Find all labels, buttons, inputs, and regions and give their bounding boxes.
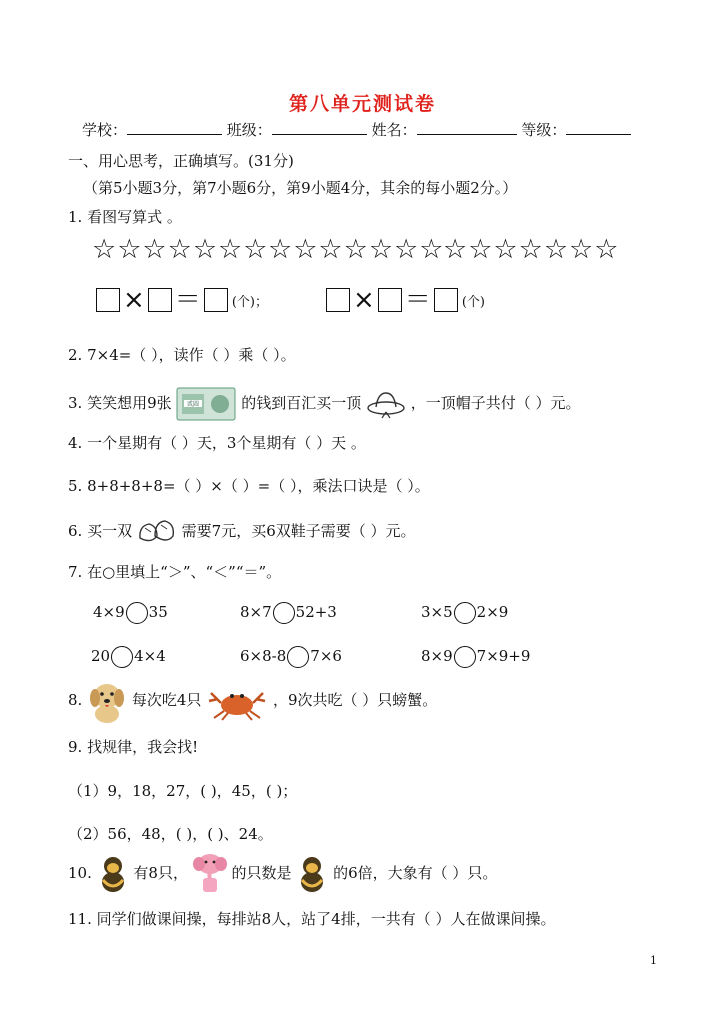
hat-icon — [366, 388, 406, 420]
q7-left: 6×8-8 — [240, 647, 287, 665]
q9-part-2: （2）56，48，( )，( )、24。 — [68, 825, 273, 843]
answer-box[interactable] — [204, 288, 228, 312]
compare-circle[interactable] — [287, 646, 309, 668]
q6-line — [68, 516, 416, 548]
header-line — [82, 119, 631, 140]
q6-text-b: 需要7元，买6双鞋子需要（ ）元。 — [181, 522, 416, 540]
page-number: 1 — [650, 954, 657, 967]
q7-right: 35 — [148, 603, 168, 621]
q7-item — [240, 602, 337, 624]
school-label: 学校： — [82, 121, 128, 139]
q10-text-b: 有8只， — [133, 864, 188, 882]
q8-line — [68, 678, 437, 724]
star-group-2: ☆☆☆☆☆☆☆ — [268, 234, 445, 265]
q4-text: 4. 一个星期有（ ）天，3个星期有（ ）天 。 — [68, 434, 366, 452]
q7-item — [91, 646, 166, 668]
page-title: 第八单元测试卷 — [288, 93, 436, 115]
class-label: 班级： — [226, 121, 272, 139]
q7-text: 7. 在○里填上“＞”、“＜”“＝”。 — [68, 563, 282, 581]
unit-label: (个) — [461, 294, 485, 310]
times-icon: × — [353, 285, 375, 315]
q5-text: 5. 8+8+8+8=（ ）×（ ）=（ ），乘法口诀是（ ）。 — [68, 477, 430, 495]
class-field[interactable] — [272, 120, 367, 135]
q3-line — [68, 387, 581, 421]
equals-icon: ＝ — [174, 285, 201, 315]
monkey-icon — [296, 854, 328, 894]
q10-text-d: 的6倍，大象有（ ）只。 — [333, 864, 498, 882]
q7-left: 20 — [91, 647, 111, 665]
star-group-3: ☆☆☆☆☆☆☆ — [443, 234, 620, 265]
unit-label: (个)； — [231, 294, 268, 310]
q7-left: 8×9 — [421, 647, 453, 665]
section-note: （第5小题3分，第7小题6分，第9小题4分，其余的每小题2分。） — [83, 179, 518, 197]
shoes-icon — [137, 516, 177, 548]
q7-right: 2×9 — [476, 603, 509, 621]
q7-item — [421, 646, 530, 668]
q7-left: 4×9 — [93, 603, 125, 621]
name-label: 姓名： — [371, 121, 417, 139]
name-field[interactable] — [417, 120, 517, 135]
q7-item — [421, 602, 508, 624]
grade-field[interactable] — [566, 120, 631, 135]
grade-label: 等级： — [521, 121, 567, 139]
elephant-icon — [193, 852, 227, 896]
q7-right: 7×6 — [310, 647, 342, 665]
q1-equation-2 — [326, 285, 485, 315]
compare-circle[interactable] — [273, 602, 295, 624]
q7-left: 8×7 — [240, 603, 272, 621]
q10-text-c: 的只数是 — [231, 864, 292, 882]
answer-box[interactable] — [378, 288, 402, 312]
monkey-icon — [97, 854, 129, 894]
q10-line — [68, 852, 497, 896]
equals-icon: ＝ — [404, 285, 431, 315]
q3-text-a: 3. 笑笑想用9张 — [68, 394, 172, 412]
times-icon: × — [123, 285, 145, 315]
answer-box[interactable] — [96, 288, 120, 312]
compare-circle[interactable] — [454, 602, 476, 624]
compare-circle[interactable] — [126, 602, 148, 624]
q1-equation-1 — [96, 285, 268, 315]
q7-right: 52+3 — [295, 603, 337, 621]
q2-text: 2. 7×4=（ ），读作（ ）乘（ ）。 — [68, 346, 296, 364]
banknote-label: 贰圆 — [187, 401, 200, 408]
q7-left: 3×5 — [421, 603, 453, 621]
answer-box[interactable] — [148, 288, 172, 312]
q8-text-b: 每次吃4只 — [131, 691, 202, 709]
dog-icon — [87, 678, 127, 724]
school-field[interactable] — [127, 120, 222, 135]
star-group-1: ☆☆☆☆☆☆☆ — [92, 234, 269, 265]
q3-text-c: ，一顶帽子共付（ ）元。 — [410, 394, 581, 412]
q7-right: 7×9+9 — [476, 647, 531, 665]
answer-box[interactable] — [434, 288, 458, 312]
section-heading: 一、用心思考，正确填写。(31分) — [68, 152, 294, 170]
q11-text: 11. 同学们做课间操，每排站8人，站了4排，一共有（ ）人在做课间操。 — [68, 910, 556, 928]
q7-item — [240, 646, 342, 668]
q3-text-b: 的钱到百汇买一顶 — [241, 394, 362, 412]
banknote-icon — [176, 387, 236, 421]
q7-right: 4×4 — [134, 647, 166, 665]
q9-part-1: （1）9，18，27，( )，45，( )； — [68, 782, 298, 800]
q7-item — [93, 602, 168, 624]
answer-box[interactable] — [326, 288, 350, 312]
q1-text: 1. 看图写算式 。 — [68, 208, 182, 226]
q8-num: 8. — [68, 691, 83, 709]
q10-num: 10. — [68, 864, 92, 882]
q9-text: 9. 找规律，我会找! — [68, 738, 199, 756]
q6-text-a: 6. 买一双 — [68, 522, 133, 540]
q8-text-c: ，9次共吃（ ）只螃蟹。 — [272, 691, 438, 709]
compare-circle[interactable] — [111, 646, 133, 668]
compare-circle[interactable] — [454, 646, 476, 668]
crab-icon — [206, 681, 268, 721]
